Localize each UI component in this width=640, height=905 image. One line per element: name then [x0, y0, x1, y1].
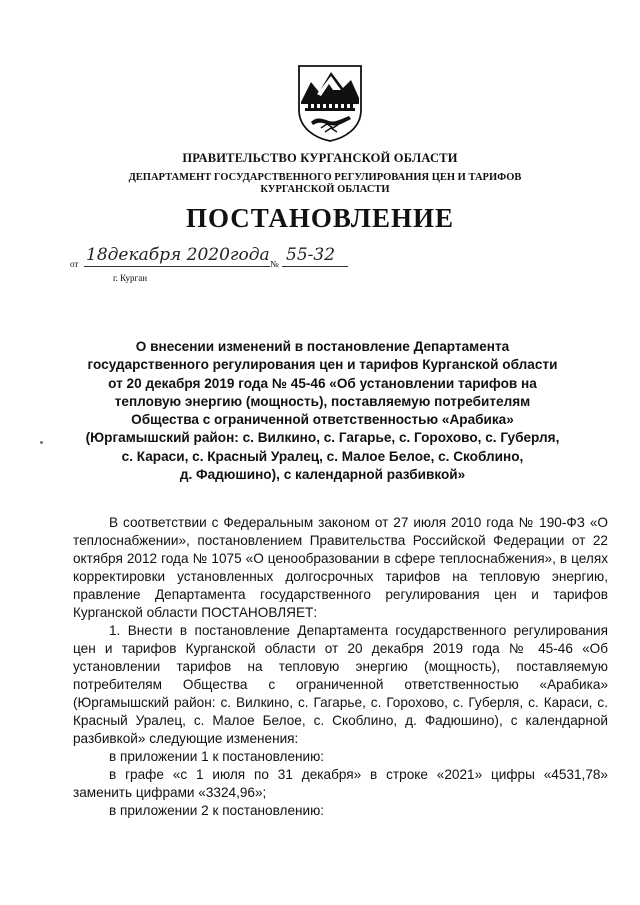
org-name-line2: ДЕПАРТАМЕНТ ГОСУДАРСТВЕННОГО РЕГУЛИРОВАНИЯ ЦЕН И ТАРИФОВ — [128, 172, 522, 183]
title-line: с. Караси, с. Красный Уралец, с. Малое Белое, с. Скоблино, — [121, 448, 524, 464]
title-line: государственного регулирования цен и тарифов Курганской области — [87, 357, 558, 373]
document-type-heading: ПОСТАНОВЛЕНИЕ — [185, 203, 455, 233]
subitem-annex-2: в приложении 2 к постановлению: — [109, 803, 325, 818]
preamble-paragraph: В соответствии с Федеральным законом от 27 июля 2010 года № 190-ФЗ «О теплоснабжении», постановлением Правительства Российской Федерации от 22 октября 2012 года № 1075 «О ценообразовании в сфере теплоснабжения», в целях корректировки установленных долгосрочных тарифов на тепловую энергию, правление Департамента государственного регулирования цен и тарифов Курганской области ПОСТАНОВЛЯЕТ: — [73, 515, 608, 620]
date-underline — [84, 266, 270, 267]
title-line: (Юргамышский район: с. Вилкино, с. Гагарье, с. Горохово, с. Губерля, — [85, 430, 560, 446]
number-underline — [282, 266, 348, 267]
subitem-annex-1: в приложении 1 к постановлению: — [109, 749, 325, 764]
title-line: О внесении изменений в постановление Департамента — [135, 339, 510, 354]
org-name-department — [100, 172, 550, 196]
document-title — [60, 338, 585, 484]
subitem-replace-values: в графе «с 1 июля по 31 декабря» в строке «2021» цифры «4531,78» заменить цифрами «3324,96»; — [73, 767, 608, 800]
handwritten-date: 18декабря 2020года — [86, 245, 270, 265]
document-body — [73, 514, 608, 820]
scan-speck — [40, 441, 43, 444]
handwritten-number: 55-32 — [286, 245, 336, 265]
title-line: тепловую энергию (мощность), поставляемую потребителям — [114, 393, 531, 409]
title-line: от 20 декабря 2019 года № 45-46 «Об установлении тарифов на — [108, 375, 537, 391]
date-from-label: от — [70, 259, 79, 269]
date-number-line — [70, 245, 400, 274]
title-line: Общества с ограниченной ответственностью «Арабика» — [131, 412, 514, 428]
org-name-line1: ПРАВИТЕЛЬСТВО КУРГАНСКОЙ ОБЛАСТИ — [182, 151, 458, 165]
item-1-paragraph: 1. Внести в постановление Департамента государственного регулирования цен и тарифов Курганской области от 20 декабря 2019 года № 45-46 «Об установлении тарифов на тепловую энергию (мощность), поставляемую потребителям Общества с ограниченной ответственностью «Арабика» (Юргамышский район: с. Вилкино, с. Гагарье, с. Горохово, с. Губерля, с. Караси, с. Красный Уралец, с. Малое Белое, с. Скоблино, д. Фадюшино), с календарной разбивкой» следующие изменения: — [73, 623, 608, 746]
city-name: г. Курган — [113, 273, 148, 283]
org-name-line3: КУРГАНСКОЙ ОБЛАСТИ — [260, 184, 390, 195]
title-line: д. Фадюшино), с календарной разбивкой» — [179, 467, 466, 483]
number-label: № — [270, 259, 279, 269]
coat-of-arms-icon — [297, 64, 363, 142]
